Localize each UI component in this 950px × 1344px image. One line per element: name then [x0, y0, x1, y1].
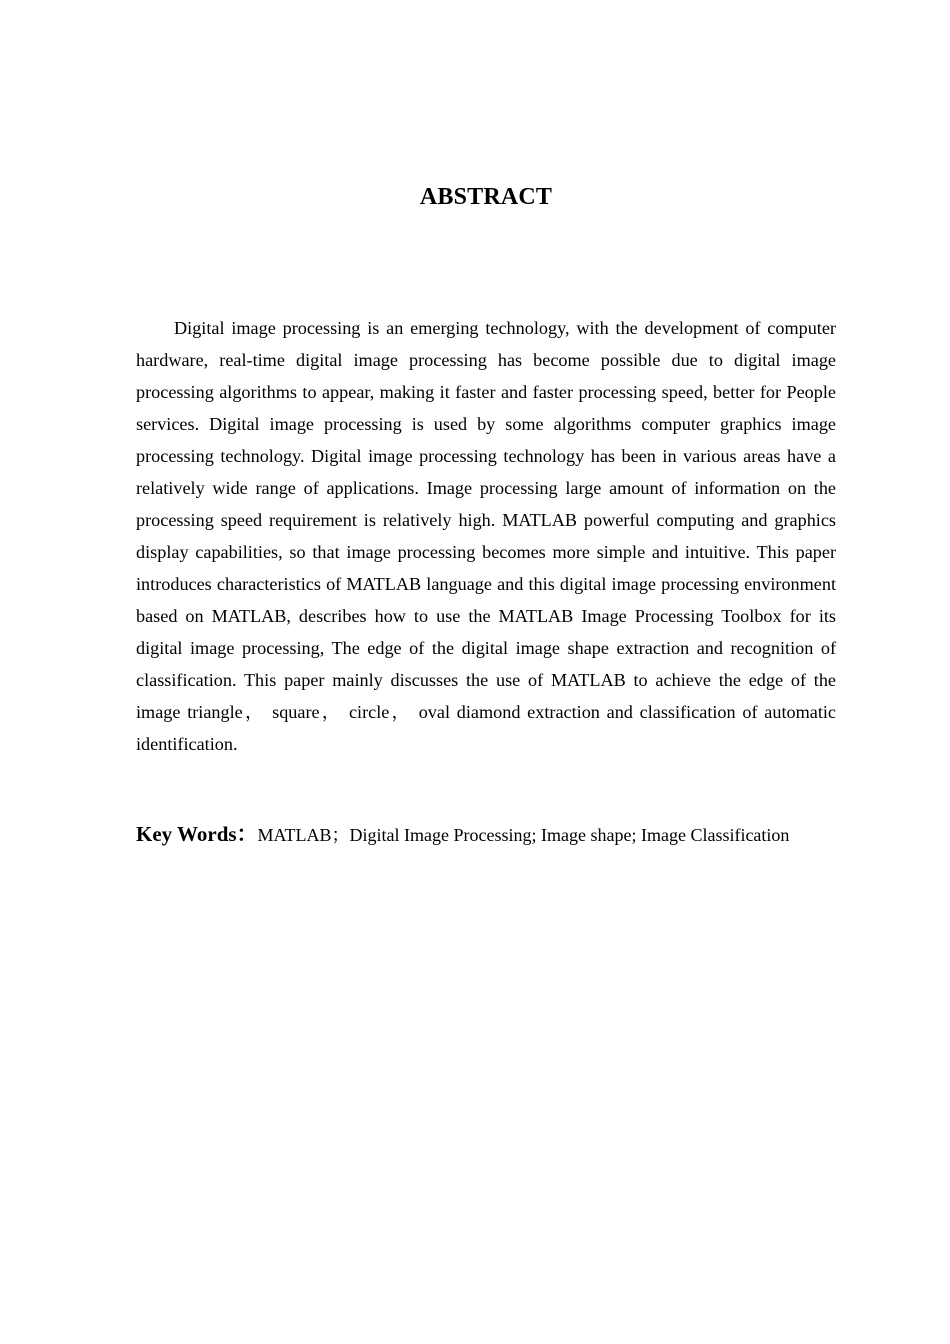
keywords-text: MATLAB；Digital Image Processing; Image shape; Image Classification: [257, 825, 790, 845]
keywords-label: Key Words：: [136, 822, 258, 846]
keywords-line: [136, 818, 896, 851]
abstract-heading: ABSTRACT: [419, 184, 553, 210]
abstract-paragraph: Digital image processing is an emerging technology, with the development of computer hardware, real-time digital image processing has become possible due to digital image processing algorithms to appear, making it faster and faster processing speed, better for People services. Digital image processing is used by some algorithms computer graphics image processing technology. Digital image processing technology has been in various areas have a relatively wide range of applications. Image processing large amount of information on the processing speed requirement is relatively high. MATLAB powerful computing and graphics display capabilities, so that image processing becomes more simple and intuitive. This paper introduces characteristics of MATLAB language and this digital image processing environment based on MATLAB, describes how to use the MATLAB Image Processing Toolbox for its digital image processing, The edge of the digital image shape extraction and recognition of classification. This paper mainly discusses the use of MATLAB to achieve the edge of the image triangle， square， circle， oval diamond extraction and classification of automatic identification.: [136, 318, 836, 754]
